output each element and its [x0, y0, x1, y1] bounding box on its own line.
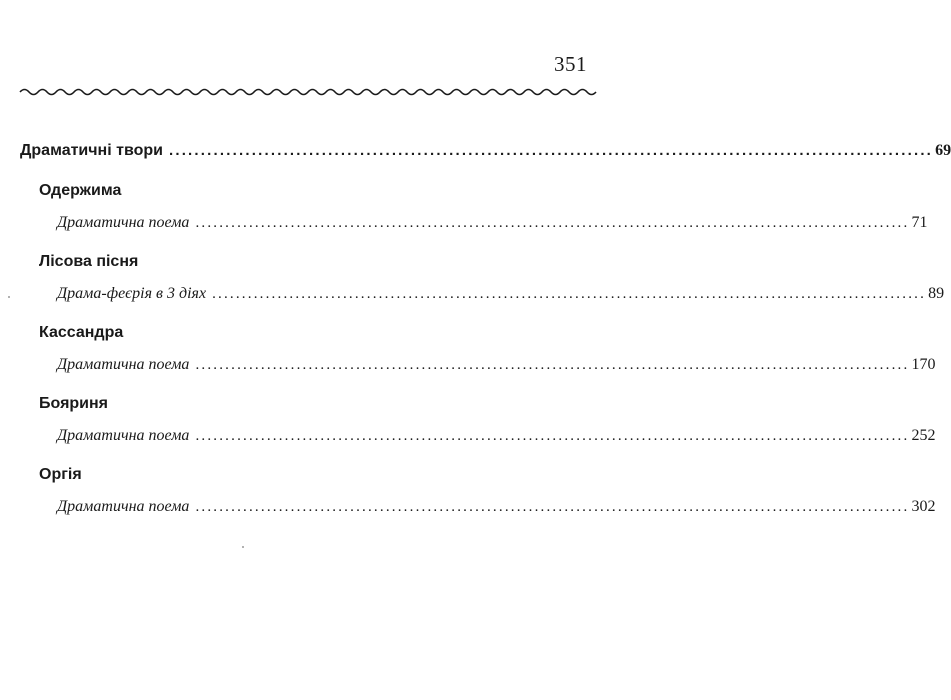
- toc-work-entry: [20, 180, 928, 234]
- section-title: Драматичні твори: [20, 142, 163, 159]
- toc-section-entry[interactable]: [20, 140, 951, 162]
- wavy-divider: [20, 84, 592, 100]
- toc-work-entry: [20, 251, 945, 305]
- toc-work-entry: [20, 322, 936, 376]
- page-number: 351: [554, 52, 587, 76]
- dot-leader: ........................................................................................................................: [195, 357, 910, 373]
- work-title[interactable]: Оргія: [39, 466, 82, 483]
- work-page-number: 89: [928, 285, 945, 302]
- dot-leader: ........................................................................................................................: [168, 142, 934, 159]
- work-subtitle-line[interactable]: [39, 496, 936, 518]
- work-title[interactable]: Кассандра: [39, 324, 124, 341]
- work-subtitle: Драматична поема: [57, 214, 190, 231]
- work-page-number: 252: [911, 427, 936, 444]
- work-subtitle: Драматична поема: [57, 427, 190, 444]
- work-subtitle: Драматична поема: [57, 498, 190, 515]
- work-subtitle-line[interactable]: [39, 354, 936, 376]
- scan-speck: [242, 546, 244, 548]
- work-subtitle-line[interactable]: [39, 283, 945, 305]
- work-title[interactable]: Лісова пісня: [39, 253, 139, 270]
- work-subtitle: Драматична поема: [57, 356, 190, 373]
- work-title[interactable]: Бояриня: [39, 395, 109, 412]
- work-subtitle-line[interactable]: [39, 425, 936, 447]
- dot-leader: ........................................................................................................................: [195, 215, 910, 231]
- work-page-number: 71: [911, 214, 928, 231]
- toc-work-entry: [20, 393, 936, 447]
- toc-work-entry: [20, 464, 936, 518]
- section-page-number: 69: [935, 142, 951, 159]
- work-page-number: 302: [911, 498, 936, 515]
- dot-leader: ........................................................................................................................: [195, 428, 910, 444]
- dot-leader: ........................................................................................................................: [212, 286, 927, 302]
- table-of-contents: [20, 140, 951, 535]
- work-subtitle-line[interactable]: [39, 212, 928, 234]
- scan-speck: [8, 296, 10, 298]
- work-subtitle: Драма-феєрія в 3 діях: [57, 285, 207, 302]
- work-page-number: 170: [911, 356, 936, 373]
- dot-leader: ........................................................................................................................: [195, 499, 910, 515]
- work-title[interactable]: Одержима: [39, 182, 122, 199]
